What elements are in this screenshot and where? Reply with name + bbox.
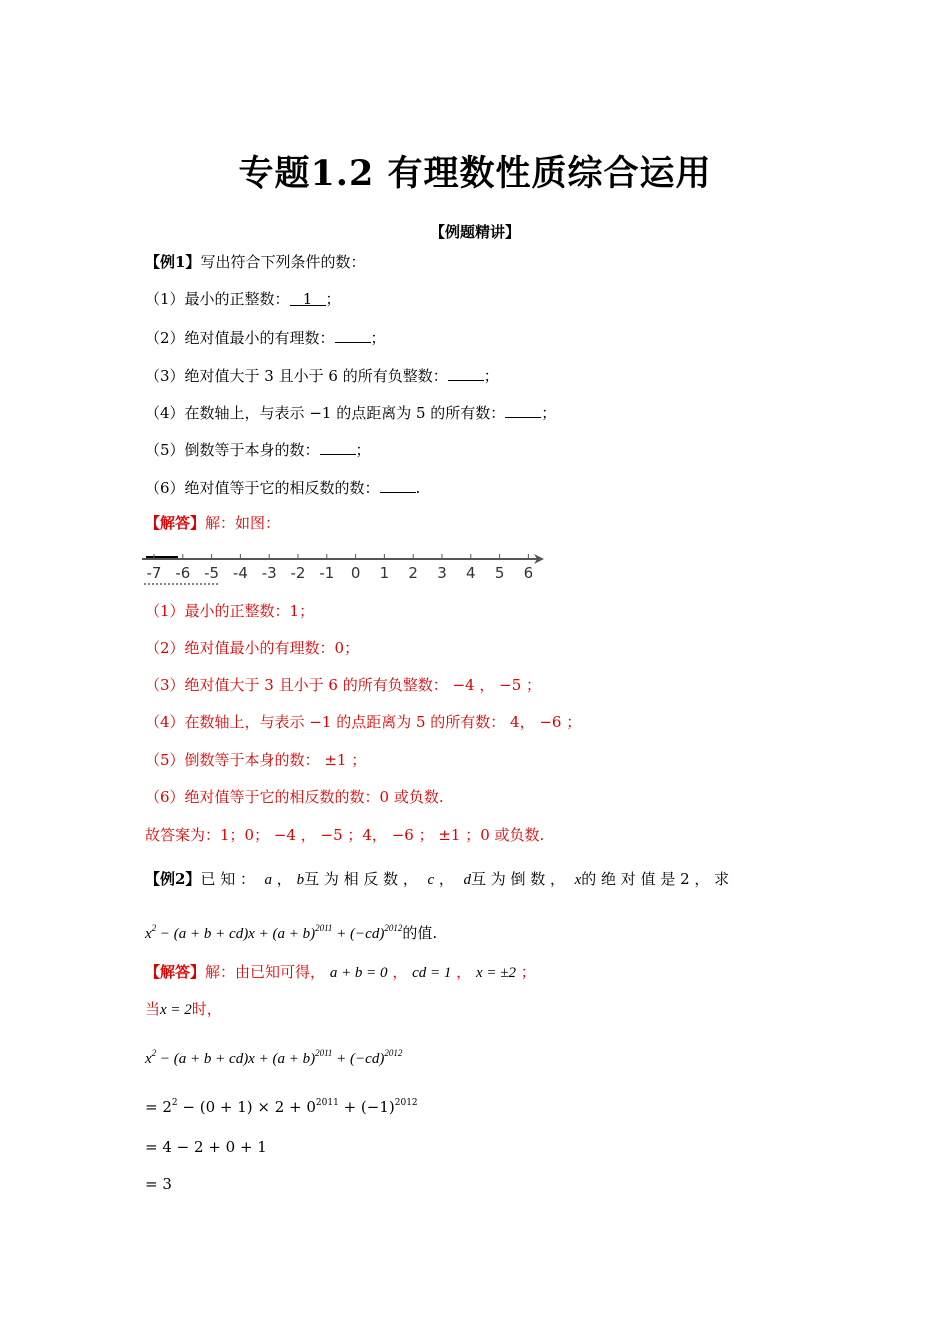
question-2-answer-blank (335, 326, 371, 343)
number-line-figure (140, 546, 552, 586)
question-2-end: ； (370, 329, 386, 347)
question-3-end: ； (483, 367, 499, 385)
var-a: a (264, 872, 273, 888)
number-line-label: 1 (379, 564, 390, 582)
final-answer: 故答案为：1；0； −4 ， −5 ；4， −6 ； ±1 ；0 或负数. (145, 826, 545, 844)
answer-4: （4）在数轴上，与表示 −1 的点距离为 5 的所有数： 4， −6 ； (145, 713, 582, 731)
question-1-text: （1）最小的正整数： (145, 290, 290, 308)
question-3 (145, 364, 499, 386)
question-1-end: ； (325, 290, 341, 308)
solution-1-intro (145, 513, 280, 533)
question-1-answer-blank: 1 (290, 289, 326, 306)
question-1 (145, 289, 341, 309)
case-end: 时， (191, 1000, 222, 1018)
answer-1: （1）最小的正整数：1； (145, 602, 315, 620)
solution-2-label: 【解答】 (145, 963, 206, 981)
solution-2-intro: 【解答】解：由已知可得， a + b = 0 ， cd = 1 ， x = ±2 ； (145, 963, 536, 981)
question-2-text: （2）绝对值最小的有理数： (145, 329, 335, 347)
question-6-text: （6）绝对值等于它的相反数的数： (145, 479, 380, 497)
answer-2: （2）绝对值最小的有理数：0； (145, 639, 360, 657)
question-4 (145, 401, 556, 423)
example-2-text-1: 已 知 ： (200, 870, 255, 888)
answer-5: （5）倒数等于本身的数： ±1 ； (145, 751, 367, 769)
question-2 (145, 326, 386, 348)
number-line-label: -2 (290, 564, 306, 582)
question-3-answer-blank (448, 364, 484, 381)
example-1-text: 写出符合下列条件的数： (200, 253, 366, 271)
question-5 (145, 438, 371, 460)
question-5-answer-blank (320, 438, 356, 455)
number-line-label: -3 (261, 564, 277, 582)
number-line-label: 4 (466, 564, 476, 582)
number-line-label: 6 (523, 564, 534, 582)
number-line-label: -4 (232, 564, 248, 582)
expression-formula: $x^2 - (a + b + cd)x + (a + b)^{2011} + (-cd)^{2012}$ (145, 923, 403, 942)
case-condition: x = 2 (160, 1002, 192, 1018)
condition-1: a + b = 0 (329, 965, 388, 981)
question-6 (145, 476, 420, 498)
number-line-label: 3 (437, 564, 447, 582)
example-2-label: 【例2】 (145, 870, 201, 888)
section-heading: 【例题精讲】 (429, 223, 520, 241)
page-title: 专题1.2 有理数性质综合运用 (238, 153, 712, 194)
example-2-prompt: 【例2】已 知 ： a ， b互 为 相 反 数 ， c ， d互 为 倒 数 ， x的 绝 对 值 是 2 ， 求 (145, 870, 730, 888)
var-b: b (296, 872, 305, 888)
step-2: = $2^2 - (0 + 1) \times 2 + 0^{2011} + (-1)^{2012}$ (145, 1098, 418, 1116)
question-6-answer-blank (380, 476, 416, 493)
question-4-text: （4）在数轴上，与表示 −1 的点距离为 5 的所有数： (145, 404, 506, 422)
question-4-answer-blank (505, 401, 541, 418)
question-5-end: ； (355, 441, 371, 459)
var-d: d (463, 872, 471, 888)
answer-6: （6）绝对值等于它的相反数的数：0 或负数. (145, 788, 444, 806)
example-2-text-2: 互 为 相 反 数 ， (304, 870, 418, 888)
number-line-label: -7 (146, 564, 162, 582)
example-2-text-4: 的 绝 对 值 是 2 ， 求 (581, 870, 730, 888)
answer-3: （3）绝对值大于 3 且小于 6 的所有负整数： −4 ， −5 ； (145, 676, 542, 694)
question-6-end: . (415, 479, 421, 497)
step-4: = 3 (145, 1175, 172, 1193)
solution-1-label: 【解答】 (145, 514, 206, 532)
solution-2-intro-text: 解：由已知可得， (205, 963, 326, 981)
number-line-label: -6 (175, 564, 191, 582)
number-line-label: -1 (319, 564, 335, 582)
case-text: 当 (145, 1000, 161, 1018)
number-line-label: 2 (408, 564, 418, 582)
example-1-label: 【例1】 (145, 253, 201, 271)
number-line-label: 0 (350, 564, 361, 582)
step-3: = 4 − 2 + 0 + 1 (145, 1138, 267, 1156)
question-4-end: ； (541, 404, 557, 422)
solution-1-intro-text: 解：如图： (205, 514, 281, 532)
number-line-label: 5 (494, 564, 505, 582)
example-1-prompt (145, 252, 365, 272)
example-2-text-3: 互 为 倒 数 ， (470, 870, 566, 888)
number-line-label: -5 (204, 564, 220, 582)
var-c: c (427, 872, 435, 888)
condition-3: x = ±2 (475, 965, 516, 981)
expression-end: 的值. (402, 924, 438, 942)
question-3-text: （3）绝对值大于 3 且小于 6 的所有负整数： (145, 367, 448, 385)
case-line (145, 999, 222, 1020)
step-1: $x^2 - (a + b + cd)x + (a + b)^{2011} + (-cd)^{2012}$ (145, 1048, 403, 1067)
var-x: x (574, 872, 582, 888)
condition-2: cd = 1 (412, 965, 452, 981)
question-5-text: （5）倒数等于本身的数： (145, 441, 320, 459)
example-2-expression (145, 918, 437, 944)
